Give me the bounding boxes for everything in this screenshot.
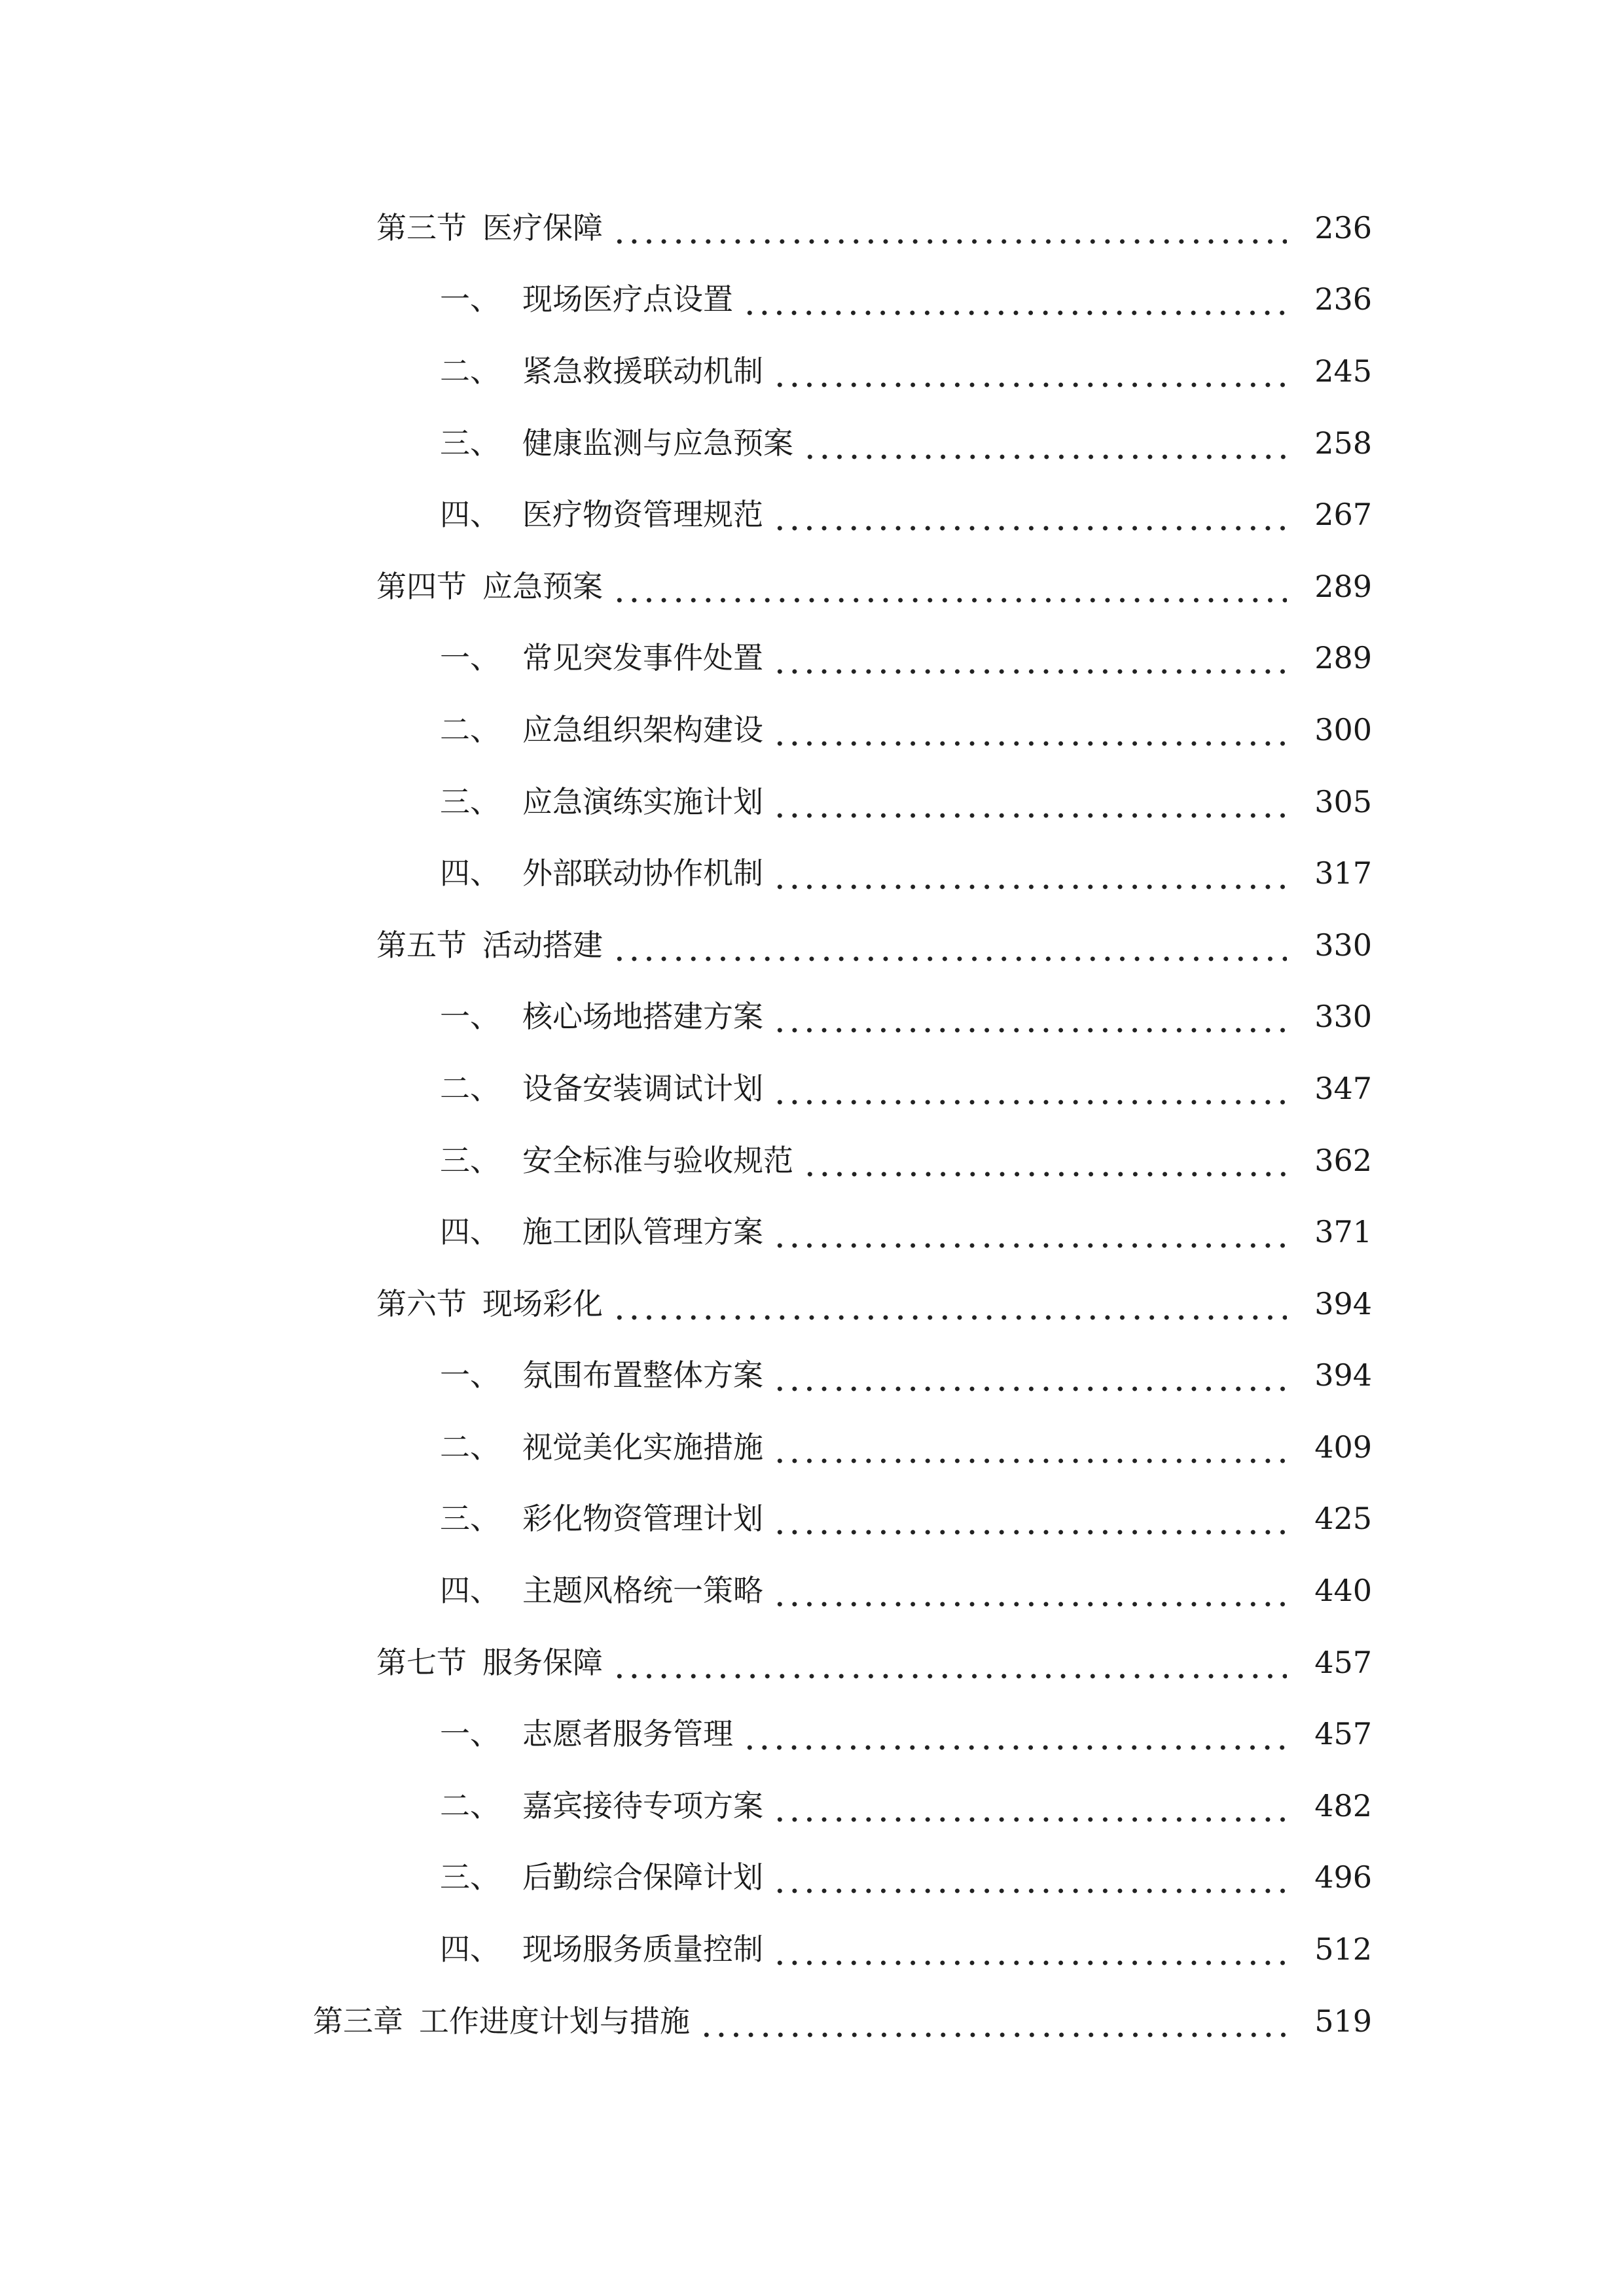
toc-entry-number: 一、 bbox=[440, 640, 500, 676]
toc-entry[interactable] bbox=[0, 1196, 1624, 1268]
dot-leader bbox=[772, 1069, 1287, 1108]
toc-entry-label bbox=[376, 1643, 612, 1682]
toc-entry-number: 四、 bbox=[440, 497, 500, 533]
toc-entry-number: 三、 bbox=[440, 783, 500, 819]
toc-entry-label bbox=[440, 1141, 803, 1180]
toc-entry[interactable] bbox=[0, 478, 1624, 550]
dot-leader bbox=[612, 208, 1287, 247]
toc-page-number: 236 bbox=[1314, 281, 1372, 317]
toc-entry-title: 视觉美化实施措施 bbox=[522, 1429, 763, 1465]
toc-entry-label bbox=[376, 567, 612, 606]
toc-entry-label bbox=[440, 279, 742, 319]
toc-entry-label bbox=[440, 423, 803, 463]
toc-entry-number: 三、 bbox=[440, 1142, 500, 1178]
dot-leader bbox=[612, 925, 1287, 965]
toc-page-number: 425 bbox=[1314, 1501, 1372, 1537]
toc-entry-label bbox=[440, 1571, 772, 1610]
toc-page-number: 245 bbox=[1314, 353, 1372, 389]
toc-entry-title: 应急演练实施计划 bbox=[522, 783, 763, 819]
toc-entry-title: 活动搭建 bbox=[482, 927, 603, 963]
toc-entry-title: 外部联动协作机制 bbox=[522, 855, 763, 891]
toc-entry-title: 应急组织架构建设 bbox=[522, 711, 763, 747]
toc-entry-title: 紧急救援联动机制 bbox=[522, 353, 763, 389]
toc-entry-label bbox=[376, 1284, 612, 1323]
toc-entry-title: 常见突发事件处置 bbox=[522, 640, 763, 676]
toc-page-number: 317 bbox=[1314, 855, 1372, 891]
dot-leader bbox=[772, 638, 1287, 677]
toc-page-number: 289 bbox=[1314, 640, 1372, 676]
toc-entry-number: 二、 bbox=[440, 1787, 500, 1823]
toc-entry[interactable] bbox=[0, 1268, 1624, 1340]
toc-entry-number: 第三节 bbox=[376, 209, 467, 245]
toc-entry[interactable] bbox=[0, 1842, 1624, 1914]
toc-page-number: 347 bbox=[1314, 1070, 1372, 1106]
dot-leader bbox=[772, 1427, 1287, 1467]
toc-entry[interactable] bbox=[0, 1124, 1624, 1196]
toc-page-number: 457 bbox=[1314, 1644, 1372, 1680]
dot-leader bbox=[742, 279, 1287, 319]
toc-page-number: 267 bbox=[1314, 497, 1372, 533]
toc-entry-number: 二、 bbox=[440, 711, 500, 747]
dot-leader bbox=[612, 1284, 1287, 1323]
toc-page-number: 482 bbox=[1314, 1787, 1372, 1823]
toc-entry-title: 医疗保障 bbox=[482, 209, 603, 245]
toc-entry-label bbox=[440, 1786, 772, 1825]
toc-entry-title: 医疗物资管理规范 bbox=[522, 497, 763, 533]
toc-page-number: 300 bbox=[1314, 711, 1372, 747]
dot-leader bbox=[803, 1141, 1287, 1180]
toc-entry-number: 二、 bbox=[440, 1070, 500, 1106]
dot-leader bbox=[772, 1499, 1287, 1538]
toc-entry-label bbox=[313, 2001, 699, 2041]
toc-entry-number: 第七节 bbox=[376, 1644, 467, 1680]
dot-leader bbox=[772, 710, 1287, 749]
toc-page-number: 409 bbox=[1314, 1429, 1372, 1465]
toc-entry-title: 后勤综合保障计划 bbox=[522, 1859, 763, 1895]
dot-leader bbox=[742, 1714, 1287, 1753]
dot-leader bbox=[612, 567, 1287, 606]
toc-entry-label bbox=[440, 1857, 772, 1897]
toc-entry-label bbox=[376, 208, 612, 247]
toc-entry-label bbox=[440, 1714, 742, 1753]
toc-entry[interactable] bbox=[0, 192, 1624, 264]
toc-entry[interactable] bbox=[0, 1340, 1624, 1412]
toc-entry-number: 三、 bbox=[440, 425, 500, 461]
dot-leader bbox=[772, 1929, 1287, 1969]
toc-entry-title: 现场服务质量控制 bbox=[522, 1931, 763, 1967]
toc-entry-title: 现场彩化 bbox=[482, 1285, 603, 1321]
dot-leader bbox=[772, 997, 1287, 1036]
toc-entry-title: 服务保障 bbox=[482, 1644, 603, 1680]
toc-entry-number: 四、 bbox=[440, 1214, 500, 1250]
toc-entry-number: 一、 bbox=[440, 281, 500, 317]
toc-entry[interactable] bbox=[0, 1698, 1624, 1770]
toc-page-number: 305 bbox=[1314, 783, 1372, 819]
toc-entry[interactable] bbox=[0, 1483, 1624, 1555]
toc-entry[interactable] bbox=[0, 1770, 1624, 1842]
toc-entry-label bbox=[440, 1212, 772, 1251]
dot-leader bbox=[612, 1643, 1287, 1682]
toc-entry-label bbox=[440, 1499, 772, 1538]
dot-leader bbox=[772, 1571, 1287, 1610]
toc-page-number: 496 bbox=[1314, 1859, 1372, 1895]
toc-entry-title: 应急预案 bbox=[482, 568, 603, 604]
toc-page-number: 236 bbox=[1314, 209, 1372, 245]
toc-entry[interactable] bbox=[0, 1411, 1624, 1483]
toc-entry-label bbox=[440, 1929, 772, 1969]
dot-leader bbox=[772, 1212, 1287, 1251]
toc-entry-title: 主题风格统一策略 bbox=[522, 1573, 763, 1609]
toc-entry-label bbox=[440, 638, 772, 677]
toc-entry-number: 第五节 bbox=[376, 927, 467, 963]
toc-page-number: 330 bbox=[1314, 927, 1372, 963]
dot-leader bbox=[772, 1786, 1287, 1825]
toc-entry-number: 第四节 bbox=[376, 568, 467, 604]
toc-entry[interactable] bbox=[0, 622, 1624, 694]
toc-entry[interactable] bbox=[0, 550, 1624, 622]
toc-entry-title: 设备安装调试计划 bbox=[522, 1070, 763, 1106]
toc-entry[interactable] bbox=[0, 1052, 1624, 1124]
toc-page-number: 371 bbox=[1314, 1214, 1372, 1250]
dot-leader bbox=[772, 1355, 1287, 1395]
toc-entry[interactable] bbox=[0, 335, 1624, 407]
toc-page-number: 289 bbox=[1314, 568, 1372, 604]
toc-page-number: 394 bbox=[1314, 1357, 1372, 1393]
toc-page-number: 519 bbox=[1314, 2003, 1372, 2039]
toc-page-number: 512 bbox=[1314, 1931, 1372, 1967]
dot-leader bbox=[699, 2001, 1287, 2041]
toc-entry-number: 三、 bbox=[440, 1501, 500, 1537]
toc-entry-label bbox=[440, 1427, 772, 1467]
toc-entry-label bbox=[440, 495, 772, 534]
toc-entry-number: 第三章 bbox=[313, 2003, 403, 2039]
toc-page-number: 440 bbox=[1314, 1573, 1372, 1609]
toc-entry[interactable] bbox=[0, 264, 1624, 336]
toc-entry-number: 四、 bbox=[440, 855, 500, 891]
toc-entry-label bbox=[440, 351, 772, 391]
toc-entry-number: 一、 bbox=[440, 999, 500, 1035]
toc-entry[interactable] bbox=[0, 694, 1624, 766]
dot-leader bbox=[803, 423, 1287, 463]
toc-entry-title: 核心场地搭建方案 bbox=[522, 999, 763, 1035]
toc-entry-label bbox=[440, 853, 772, 893]
toc-entry-title: 彩化物资管理计划 bbox=[522, 1501, 763, 1537]
toc-entry-number: 三、 bbox=[440, 1859, 500, 1895]
toc-entry-number: 一、 bbox=[440, 1357, 500, 1393]
toc-entry-title: 施工团队管理方案 bbox=[522, 1214, 763, 1250]
toc-entry[interactable] bbox=[0, 1985, 1624, 2057]
toc-entry-label bbox=[440, 710, 772, 749]
toc-entry-number: 四、 bbox=[440, 1931, 500, 1967]
toc-entry[interactable] bbox=[0, 837, 1624, 909]
table-of-contents bbox=[0, 192, 1624, 2056]
toc-entry-title: 安全标准与验收规范 bbox=[522, 1142, 793, 1178]
toc-entry[interactable] bbox=[0, 766, 1624, 838]
toc-entry-number: 二、 bbox=[440, 353, 500, 389]
toc-entry-title: 现场医疗点设置 bbox=[522, 281, 733, 317]
toc-page-number: 258 bbox=[1314, 425, 1372, 461]
toc-entry[interactable] bbox=[0, 1626, 1624, 1698]
toc-entry-title: 氛围布置整体方案 bbox=[522, 1357, 763, 1393]
toc-entry-number: 四、 bbox=[440, 1573, 500, 1609]
toc-entry-label bbox=[440, 997, 772, 1036]
dot-leader bbox=[772, 351, 1287, 391]
toc-entry-label bbox=[440, 1069, 772, 1108]
dot-leader bbox=[772, 495, 1287, 534]
toc-entry-title: 志愿者服务管理 bbox=[522, 1716, 733, 1752]
toc-entry[interactable] bbox=[0, 407, 1624, 479]
toc-entry[interactable] bbox=[0, 909, 1624, 981]
toc-page-number: 457 bbox=[1314, 1716, 1372, 1752]
dot-leader bbox=[772, 853, 1287, 893]
toc-entry-number: 一、 bbox=[440, 1716, 500, 1752]
toc-page-number: 362 bbox=[1314, 1142, 1372, 1178]
toc-entry-number: 二、 bbox=[440, 1429, 500, 1465]
toc-page-number: 330 bbox=[1314, 999, 1372, 1035]
toc-entry-label bbox=[440, 1355, 772, 1395]
toc-entry-title: 工作进度计划与措施 bbox=[419, 2003, 690, 2039]
dot-leader bbox=[772, 1857, 1287, 1897]
toc-entry[interactable] bbox=[0, 981, 1624, 1053]
toc-entry-label bbox=[376, 925, 612, 965]
toc-page-number: 394 bbox=[1314, 1285, 1372, 1321]
toc-entry-label bbox=[440, 782, 772, 821]
toc-entry-title: 嘉宾接待专项方案 bbox=[522, 1787, 763, 1823]
toc-entry-title: 健康监测与应急预案 bbox=[522, 425, 793, 461]
toc-entry-number: 第六节 bbox=[376, 1285, 467, 1321]
toc-entry[interactable] bbox=[0, 1913, 1624, 1985]
dot-leader bbox=[772, 782, 1287, 821]
toc-entry[interactable] bbox=[0, 1554, 1624, 1626]
